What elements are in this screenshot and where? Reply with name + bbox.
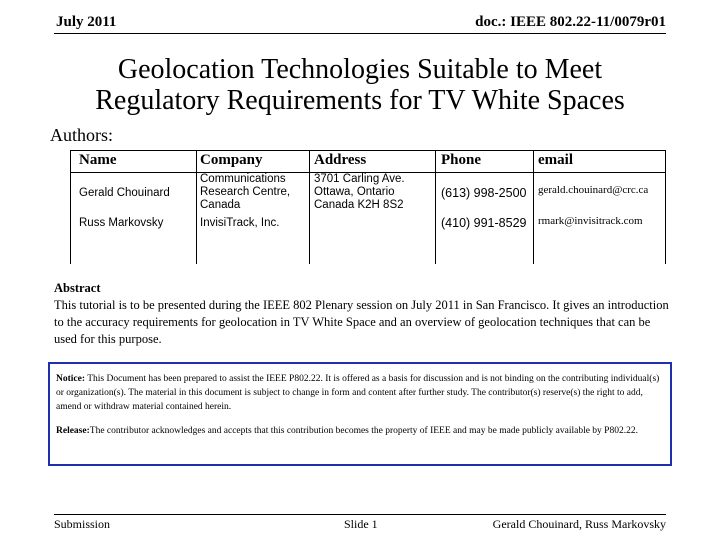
notice-paragraph [56, 372, 664, 414]
footer-slide-number: Slide 1 [344, 517, 378, 531]
abstract-heading: Abstract [54, 281, 101, 295]
table-header-email: email [538, 152, 573, 168]
notice-text: This Document has been prepared to assist the IEEE P802.22. It is offered as a basis for discussion and is not binding on the contributing individual(s) or organization(s). The material in this document is subject to change in form and content after further study. The contributor(s) reserve(s) the right to add, amend or withdraw material contained herein. [56, 374, 660, 412]
authors-label: Authors: [50, 125, 113, 145]
slide-title [0, 54, 720, 116]
table-column-divider [196, 151, 197, 264]
title-line-1: Geolocation Technologies Suitable to Meet [117, 54, 603, 85]
abstract [54, 280, 670, 348]
notice-box [48, 362, 672, 466]
header-doc-id: doc.: IEEE 802.22-11/0079r01 [475, 14, 666, 30]
header-divider [54, 33, 666, 34]
title-line-2: Regulatory Requirements for TV White Spaces [95, 85, 625, 116]
table-header-address: Address [314, 152, 367, 168]
table-header-name: Name [79, 152, 117, 168]
author-phone: (613) 998-2500 [441, 186, 527, 200]
author-email[interactable]: rmark@invisitrack.com [538, 215, 643, 227]
author-name: Gerald Chouinard [79, 187, 170, 199]
footer-authors: Gerald Chouinard, Russ Markovsky [492, 517, 666, 531]
table-column-divider [533, 151, 534, 264]
release-paragraph [56, 424, 664, 438]
author-email[interactable]: gerald.chouinard@crc.ca [538, 184, 649, 196]
author-company: Communications Research Centre, Canada [200, 173, 291, 211]
release-label: Release: [56, 426, 90, 436]
footer-submission: Submission [54, 517, 111, 531]
author-address: 3701 Carling Ave. Ottawa, Ontario Canada K2H 8S2 [314, 173, 405, 211]
table-header-company: Company [200, 152, 263, 168]
table-header-phone: Phone [441, 152, 482, 168]
release-text: The contributor acknowledges and accepts that this contribution becomes the property of IEEE and may be made publicly available by P802.22. [89, 426, 638, 436]
authors-table [70, 150, 666, 264]
author-company: InvisiTrack, Inc. [200, 217, 280, 229]
author-phone: (410) 991-8529 [441, 216, 527, 230]
notice-label: Notice: [56, 374, 86, 384]
author-name: Russ Markovsky [79, 217, 164, 229]
header-date: July 2011 [56, 14, 117, 30]
abstract-text: This tutorial is to be presented during the IEEE 802 Plenary session on July 2011 in San Francisco. It gives an introduction to the accuracy requirements for geolocation in TV White Space and an overview of geolocation techniques that can be used for this purpose. [54, 298, 669, 346]
table-column-divider [309, 151, 310, 264]
table-column-divider [435, 151, 436, 264]
footer-divider [54, 514, 666, 515]
